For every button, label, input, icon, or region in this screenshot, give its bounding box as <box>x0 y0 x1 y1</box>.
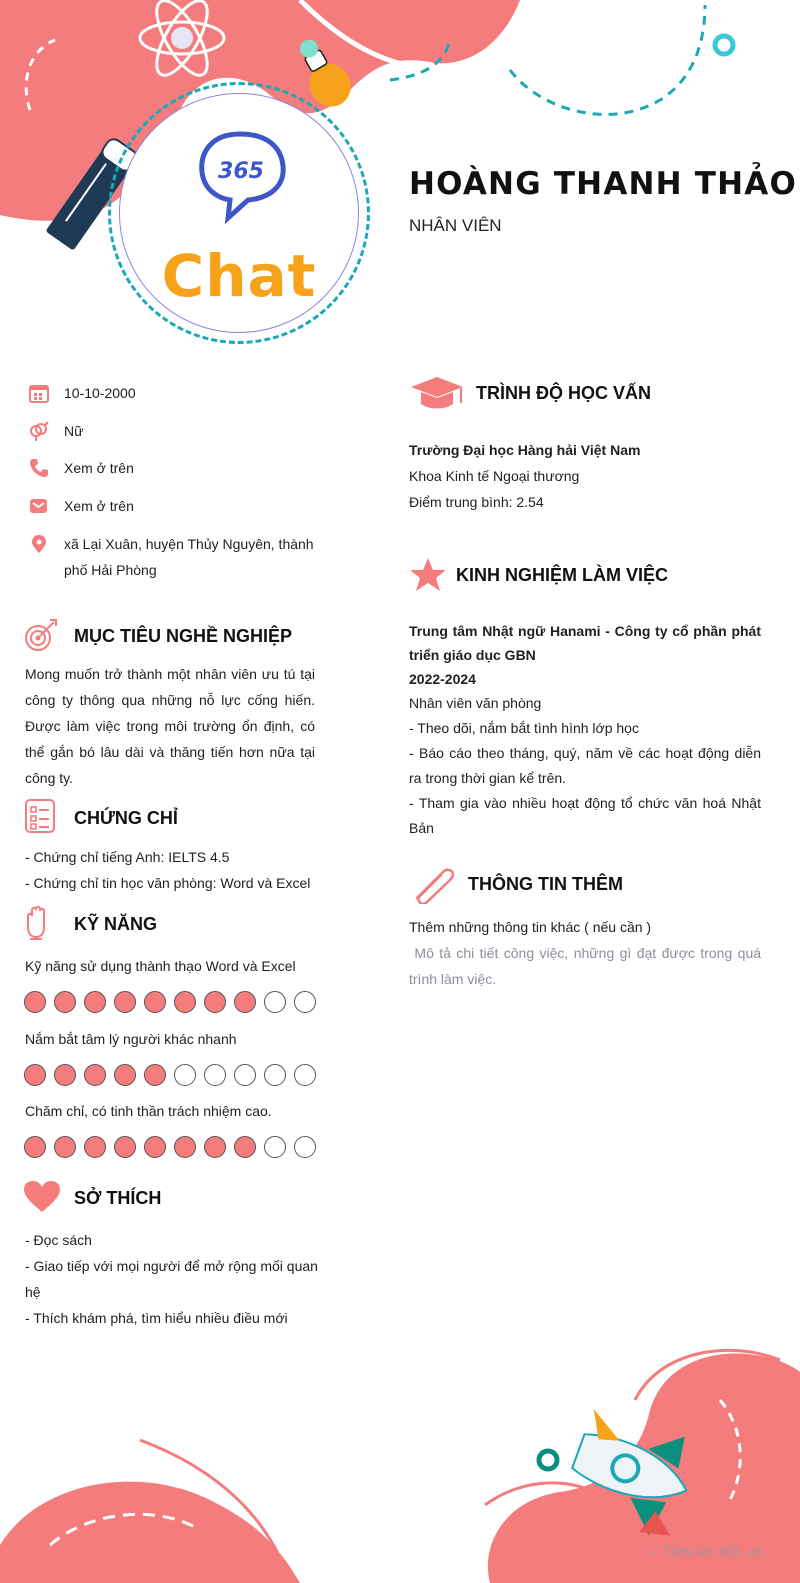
contact-address <box>28 531 318 583</box>
rating-dot-filled <box>174 991 196 1013</box>
rating-dot-filled <box>174 1136 196 1158</box>
rating-dot-filled <box>24 991 46 1013</box>
avatar <box>119 93 359 333</box>
education-faculty: Khoa Kinh tế Ngoại thương <box>409 468 580 484</box>
contact-phone <box>28 455 318 481</box>
rating-dot-empty <box>294 1064 316 1086</box>
section-title: KỸ NĂNG <box>74 913 158 934</box>
rating-dot-filled <box>114 991 136 1013</box>
contact-birthday <box>28 380 318 406</box>
rating-dot-empty <box>204 1064 226 1086</box>
rating-dot-filled <box>24 1136 46 1158</box>
heart-icon <box>22 1178 62 1218</box>
skill-label: Chăm chỉ, có tinh thần trách nhiệm cao. <box>25 1103 272 1119</box>
rating-dot-filled <box>54 1064 76 1086</box>
rating-dot-filled <box>144 1136 166 1158</box>
objective-heading <box>22 616 292 656</box>
rating-dot-empty <box>174 1064 196 1086</box>
skills-heading <box>22 904 157 944</box>
experience-details <box>409 619 761 841</box>
rating-dot-filled <box>204 1136 226 1158</box>
star-icon <box>409 555 449 595</box>
certificate-item: - Chứng chỉ tin học văn phòng: Word và Excel <box>25 875 311 891</box>
certificates-heading <box>22 798 178 838</box>
avatar-frame <box>108 82 370 344</box>
calendar-icon <box>28 383 50 403</box>
skill-rating <box>24 991 316 1013</box>
experience-heading <box>409 555 668 595</box>
education-heading <box>409 373 651 413</box>
rating-dot-filled <box>84 1136 106 1158</box>
hobbies-list <box>25 1227 321 1331</box>
rating-dot-filled <box>84 1064 106 1086</box>
graduation-cap-icon <box>409 373 467 413</box>
rating-dot-filled <box>204 991 226 1013</box>
rating-dot-empty <box>264 1064 286 1086</box>
location-icon <box>28 534 50 554</box>
education-school: Trường Đại học Hàng hải Việt Nam <box>409 442 641 458</box>
rating-dot-filled <box>84 991 106 1013</box>
target-icon <box>22 616 62 656</box>
paperclip-icon <box>409 864 459 904</box>
rating-dot-empty <box>264 991 286 1013</box>
rating-dot-empty <box>264 1136 286 1158</box>
certificate-item: - Chứng chỉ tiếng Anh: IELTS 4.5 <box>25 849 230 865</box>
rating-dot-empty <box>294 991 316 1013</box>
candidate-name: HOÀNG THANH THẢO <box>409 166 798 202</box>
rating-dot-filled <box>234 1136 256 1158</box>
contact-email <box>28 493 318 519</box>
objective-text: Mong muốn trở thành một nhân viên ưu tú tại công ty thông qua những nỗ lực cống hiến. Được làm việc trong môi trường ổn định, có thể gắn bó lâu dài và thăng tiến hơn nữa tại công ty. <box>25 666 315 786</box>
extra-info-heading <box>409 864 623 904</box>
rating-dot-filled <box>54 991 76 1013</box>
contact-text: Xem ở trên <box>64 498 134 514</box>
experience-period: 2022-2024 <box>409 671 476 687</box>
experience-duty: - Tham gia vào nhiều hoạt động tổ chức văn hoá Nhật Bản <box>409 795 761 836</box>
rating-dot-empty <box>294 1136 316 1158</box>
certificates-list <box>25 844 325 896</box>
section-title: THÔNG TIN THÊM <box>468 873 623 894</box>
hobby-item: - Thích khám phá, tìm hiểu nhiều điều mới <box>25 1310 288 1326</box>
hobbies-heading <box>22 1178 161 1218</box>
rating-dot-filled <box>144 991 166 1013</box>
hobby-item: - Giao tiếp với mọi người để mở rộng mối quan hệ <box>25 1258 318 1300</box>
rating-dot-filled <box>114 1064 136 1086</box>
rating-dot-empty <box>234 1064 256 1086</box>
rating-dot-filled <box>54 1136 76 1158</box>
skill-label: Nắm bắt tâm lý người khác nhanh <box>25 1031 237 1047</box>
experience-company: Trung tâm Nhật ngữ Hanami - Công ty cổ phần phát triển giáo dục GBN <box>409 623 761 663</box>
rating-dot-filled <box>144 1064 166 1086</box>
section-title: SỞ THÍCH <box>74 1187 162 1208</box>
watermark-brand: ∴ Timviec365.vn <box>646 1545 764 1560</box>
candidate-position: NHÂN VIÊN <box>409 216 502 235</box>
education-gpa: Điểm trung bình: 2.54 <box>409 494 544 510</box>
rating-dot-filled <box>24 1064 46 1086</box>
contact-text: 10-10-2000 <box>64 385 136 401</box>
checklist-icon <box>22 798 62 838</box>
avatar-chat-text: Chat <box>161 242 317 310</box>
extra-info-details <box>409 914 765 992</box>
section-title: KINH NGHIỆM LÀM VIỆC <box>456 564 669 585</box>
section-title: MỤC TIÊU NGHỀ NGHIỆP <box>74 625 293 646</box>
phone-icon <box>28 458 50 478</box>
section-title: TRÌNH ĐỘ HỌC VẤN <box>476 382 651 403</box>
extra-info-line: Thêm những thông tin khác ( nếu cần ) <box>409 919 652 935</box>
rating-dot-filled <box>114 1136 136 1158</box>
gender-icon <box>28 421 50 441</box>
contact-text: xã Lại Xuân, huyện Thủy Nguyên, thành phố Hải Phòng <box>64 536 314 578</box>
email-icon <box>28 496 50 516</box>
contact-gender <box>28 418 318 444</box>
skill-rating <box>24 1136 316 1158</box>
skill-label: Kỹ năng sử dụng thành thạo Word và Excel <box>25 958 296 974</box>
education-details <box>409 437 769 515</box>
raised-fist-icon <box>22 904 62 944</box>
skill-rating <box>24 1064 316 1086</box>
experience-role: Nhân viên văn phòng <box>409 695 542 711</box>
chat-bubble-icon <box>120 94 359 244</box>
avatar-badge: 365 <box>218 159 264 184</box>
experience-duty: - Theo dõi, nắm bắt tình hình lớp học <box>409 720 639 736</box>
contact-text: Xem ở trên <box>64 460 134 476</box>
experience-duty: - Báo cáo theo tháng, quý, năm về các hoạt động diễn ra trong thời gian kể trên. <box>409 745 761 786</box>
rating-dot-filled <box>234 991 256 1013</box>
contact-text: Nữ <box>64 423 84 439</box>
extra-info-description: Mô tả chi tiết công việc, những gì đạt được trong quá trình làm việc. <box>409 945 765 987</box>
hobby-item: - Đọc sách <box>25 1232 92 1248</box>
section-title: CHỨNG CHỈ <box>74 807 178 828</box>
